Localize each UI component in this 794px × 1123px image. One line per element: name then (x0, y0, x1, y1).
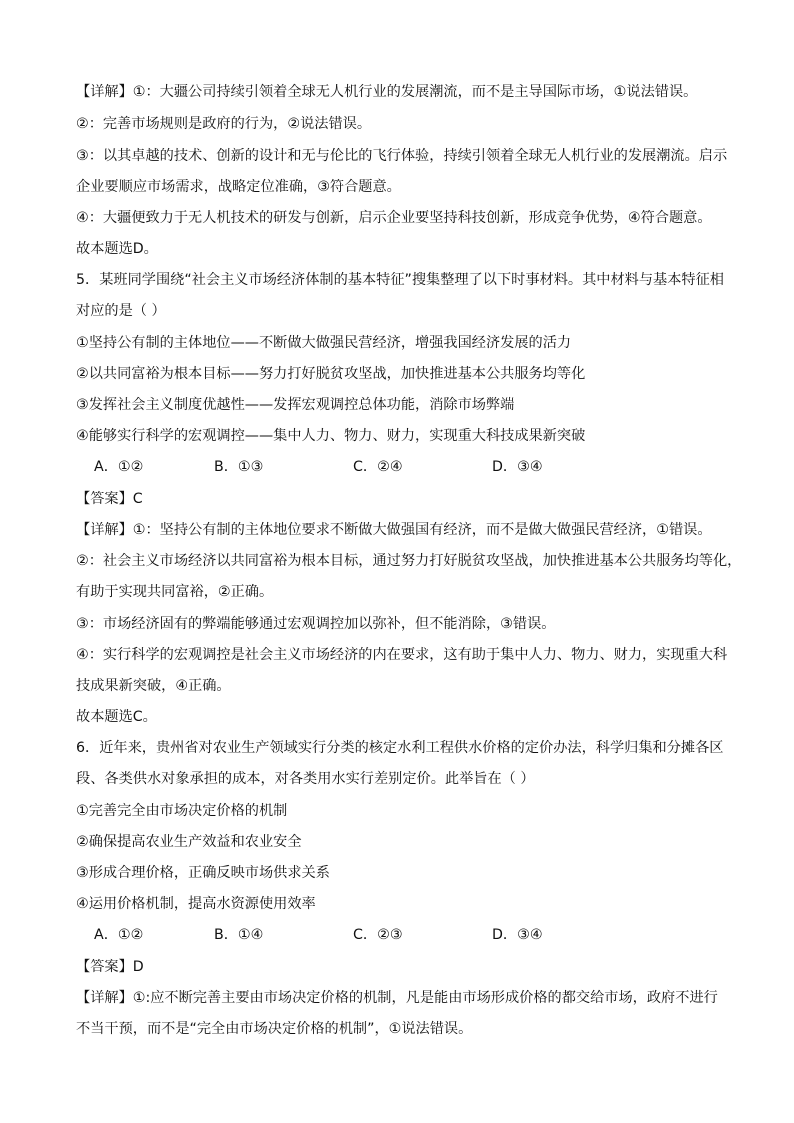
text-line: 企业要顺应市场需求，战略定位准确，③符合题意。 (76, 179, 401, 195)
option-b: B．①④ (214, 927, 264, 943)
text-line: ②：社会主义市场经济以共同富裕为根本目标，通过努力打好脱贫攻坚战，加快推进基本公共服务均等化， (76, 553, 742, 569)
option-d: D．③④ (492, 459, 543, 475)
answer-label: 【答案】C (76, 491, 143, 507)
text-line: 【详解】①：大疆公司持续引领着全球无人机行业的发展潮流，而不是主导国际市场，①说法错误。 (76, 84, 698, 100)
option-b: B．①③ (214, 459, 264, 475)
question-6-item: ④运用价格机制，提高水资源使用效率 (76, 896, 316, 912)
option-d: D．③④ (492, 927, 543, 943)
text-line: 有助于实现共同富裕，②正确。 (76, 584, 274, 600)
text-line: 【详解】①:应不断完善主要由市场决定价格的机制，凡是能由市场形成价格的都交给市场，政府不进行 (76, 990, 718, 1006)
text-line: 故本题选C。 (76, 709, 157, 725)
question-5-stem: 5．某班同学围绕“社会主义市场经济体制的基本特征”搜集整理了以下时事材料。其中材料与基本特征相 (76, 272, 724, 288)
option-a: A．①② (94, 927, 144, 943)
text-line: 技成果新突破，④正确。 (76, 678, 231, 694)
text-line: ④：大疆便致力于无人机技术的研发与创新，启示企业要坚持科技创新，形成竞争优势，④符合题意。 (76, 210, 712, 226)
question-5-item: ④能够实行科学的宏观调控——集中人力、物力、财力，实现重大科技成果新突破 (76, 428, 586, 444)
question-6-item: ②确保提高农业生产效益和农业安全 (76, 834, 302, 850)
question-6-item: ①完善完全由市场决定价格的机制 (76, 803, 288, 819)
question-6-item: ③形成合理价格，正确反映市场供求关系 (76, 865, 330, 881)
option-c: C．②④ (353, 459, 403, 475)
question-5-item: ②以共同富裕为根本目标——努力打好脱贫攻坚战，加快推进基本公共服务均等化 (76, 366, 586, 382)
question-5-item: ③发挥社会主义制度优越性——发挥宏观调控总体功能，消除市场弊端 (76, 397, 515, 413)
option-c: C．②③ (353, 927, 403, 943)
text-line: 【详解】①：坚持公有制的主体地位要求不断做大做强国有经济，而不是做大做强民营经济，①错误。 (76, 522, 712, 538)
question-5-stem: 对应的是（ ） (76, 303, 166, 319)
text-line: 不当干预，而不是“完全由市场决定价格的机制”，①说法错误。 (76, 1021, 473, 1037)
question-6-stem: 段、各类供水对象承担的成本，对各类用水实行差别定价。此举旨在（ ） (76, 771, 535, 787)
option-a: A．①② (94, 459, 144, 475)
text-line: ③：以其卓越的技术、创新的设计和无与伦比的飞行体验，持续引领着全球无人机行业的发展潮流。启示 (76, 148, 728, 164)
text-line: ②：完善市场规则是政府的行为，②说法错误。 (76, 116, 372, 132)
text-line: ③：市场经济固有的弊端能够通过宏观调控加以弥补，但不能消除，③错误。 (76, 616, 556, 632)
text-line: ④：实行科学的宏观调控是社会主义市场经济的内在要求，这有助于集中人力、物力、财力，实现重大科 (76, 647, 728, 663)
text-line: 故本题选D。 (76, 241, 158, 257)
question-6-stem: 6．近年来，贵州省对农业生产领域实行分类的核定水利工程供水价格的定价办法，科学归集和分摊各区 (76, 740, 724, 756)
answer-label: 【答案】D (76, 959, 144, 975)
question-5-item: ①坚持公有制的主体地位——不断做大做强民营经济，增强我国经济发展的活力 (76, 335, 572, 351)
